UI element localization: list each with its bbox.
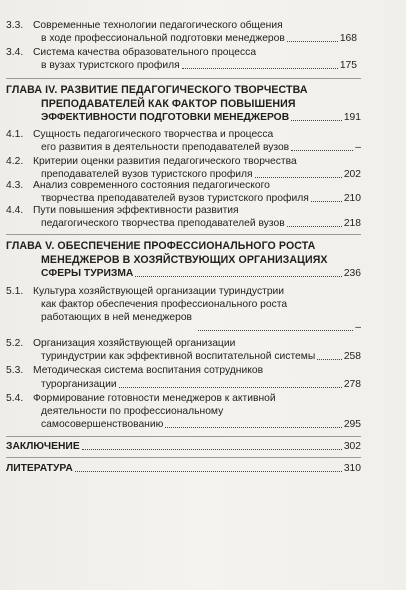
literature-row[interactable] — [6, 463, 361, 474]
chapter-5-title-line3: СФЕРЫ ТУРИЗМА — [41, 268, 134, 279]
toc-page-4-3: 210 — [343, 193, 361, 204]
toc-title-5-3-line1: Методическая система воспитания сотрудников — [33, 365, 264, 376]
toc-title-4-4-line1: Пути повышения эффективности развития — [33, 205, 239, 216]
dot-leader — [198, 329, 353, 331]
toc-title-5-4-line3: самосовершенствованию — [41, 419, 164, 430]
toc-title-5-4-line1: Формирование готовности менеджеров к активной — [33, 393, 276, 404]
dot-leader — [317, 358, 342, 360]
toc-entry-4-4-row[interactable] — [41, 218, 361, 229]
chapter-5-title-line2: МЕНЕДЖЕРОВ В ХОЗЯЙСТВУЮЩИХ ОРГАНИЗАЦИЯХ — [41, 254, 328, 266]
dot-leader — [311, 200, 342, 202]
toc-page-4-4: 218 — [343, 218, 361, 229]
toc-title-5-4-line2: деятельности по профессиональному — [41, 406, 224, 417]
toc-number-5-4: 5.4. — [6, 393, 24, 404]
toc-title-4-2-line1: Критерии оценки развития педагогического творчества — [33, 156, 297, 167]
section-divider — [6, 436, 361, 437]
dot-leader — [119, 386, 342, 388]
toc-title-4-4-line2: педагогического творчества преподавателей вузов — [41, 218, 285, 229]
toc-entry-5-4-row[interactable] — [41, 419, 361, 430]
toc-title-5-2-line1: Организация хозяйствующей организации — [33, 338, 236, 349]
conclusion-label: ЗАКЛЮЧЕНИЕ — [6, 441, 80, 452]
dot-leader — [287, 225, 342, 227]
toc-page-3-3: 168 — [339, 33, 357, 44]
toc-number-3-4: 3.4. — [6, 47, 24, 58]
toc-page-5-4: 295 — [343, 419, 361, 430]
toc-entry-5-3-row[interactable] — [41, 379, 361, 390]
toc-page-5-3: 278 — [343, 379, 361, 390]
toc-title-3-4-line1: Система качества образовательного процесса — [33, 47, 257, 58]
toc-title-3-3-line1: Современные технологии педагогического общения — [33, 20, 283, 31]
toc-title-5-3-line2: турорганизации — [41, 379, 117, 390]
conclusion-row[interactable] — [6, 441, 361, 452]
toc-page-4-1: – — [355, 142, 361, 153]
toc-title-4-1-line2: его развития в деятельности преподавателей вузов — [41, 142, 290, 153]
toc-title-5-1-line2: как фактор обеспечения профессионального роста — [41, 299, 288, 310]
toc-entry-5-2-row[interactable] — [41, 351, 361, 362]
chapter-5-row[interactable] — [41, 268, 361, 279]
toc-number-4-3: 4.3. — [6, 180, 24, 191]
section-divider — [6, 234, 361, 235]
toc-title-3-4-line2: в вузах туристского профиля — [41, 60, 180, 71]
chapter-5-page: 236 — [343, 268, 361, 279]
toc-entry-5-1-row[interactable] — [196, 322, 361, 333]
toc-page-5-2: 258 — [343, 351, 361, 362]
chapter-4-title-line2: ПРЕПОДАВАТЕЛЕЙ КАК ФАКТОР ПОВЫШЕНИЯ — [41, 98, 296, 110]
toc-number-3-3: 3.3. — [6, 20, 24, 31]
toc-entry-4-1-row[interactable] — [41, 142, 361, 153]
toc-number-5-3: 5.3. — [6, 365, 24, 376]
dot-leader — [182, 67, 338, 69]
toc-page-4-2: 202 — [343, 169, 361, 180]
toc-title-4-2-line2: преподавателей вузов туристского профиля — [41, 169, 253, 180]
toc-number-4-4: 4.4. — [6, 205, 24, 216]
chapter-5-title-line1: ГЛАВА V. ОБЕСПЕЧЕНИЕ ПРОФЕССИОНАЛЬНОГО РОСТА — [6, 240, 316, 252]
chapter-4-title-line3: ЭФФЕКТИВНОСТИ ПОДГОТОВКИ МЕНЕДЖЕРОВ — [41, 112, 290, 123]
dot-leader — [165, 426, 341, 428]
toc-page-5-1: – — [355, 322, 361, 333]
toc-title-4-3-line1: Анализ современного состояния педагогического — [33, 180, 270, 191]
toc-title-5-2-line2: туриндустрии как эффективной воспитательной системы — [41, 351, 316, 362]
dot-leader — [82, 448, 342, 450]
toc-number-4-1: 4.1. — [6, 129, 24, 140]
dot-leader — [291, 149, 353, 151]
toc-title-4-1-line1: Сущность педагогического творчества и процесса — [33, 129, 274, 140]
toc-number-5-1: 5.1. — [6, 286, 24, 297]
toc-entry-4-2-row[interactable] — [41, 169, 361, 180]
dot-leader — [255, 176, 342, 178]
toc-page-3-4: 175 — [339, 60, 357, 71]
toc-entry-3-3-row[interactable] — [41, 33, 357, 44]
toc-title-5-1-line3: работающих в ней менеджеров — [41, 312, 193, 323]
chapter-4-title-line1: ГЛАВА IV. РАЗВИТИЕ ПЕДАГОГИЧЕСКОГО ТВОРЧЕСТВА — [6, 84, 308, 96]
dot-leader — [291, 119, 342, 121]
conclusion-page: 302 — [343, 441, 361, 452]
toc-title-3-3-line2: в ходе профессиональной подготовки менеджеров — [41, 33, 285, 44]
dot-leader — [287, 40, 338, 42]
chapter-4-page: 191 — [343, 112, 361, 123]
dot-leader — [75, 470, 342, 472]
toc-title-5-1-line1: Культура хозяйствующей организации туриндустрии — [33, 286, 285, 297]
section-divider — [6, 457, 361, 458]
literature-page: 310 — [343, 463, 361, 474]
chapter-4-row[interactable] — [41, 112, 361, 123]
section-divider — [6, 78, 361, 79]
toc-entry-3-4-row[interactable] — [41, 60, 357, 71]
toc-number-4-2: 4.2. — [6, 156, 24, 167]
dot-leader — [135, 275, 341, 277]
literature-label: ЛИТЕРАТУРА — [6, 463, 73, 474]
toc-title-4-3-line2: творчества преподавателей вузов туристского профиля — [41, 193, 309, 204]
toc-number-5-2: 5.2. — [6, 338, 24, 349]
toc-entry-4-3-row[interactable] — [41, 193, 361, 204]
